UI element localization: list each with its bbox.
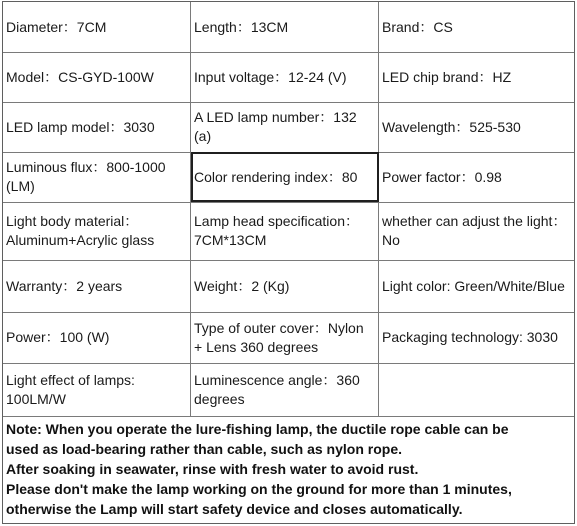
table-cell: Length：13CM (191, 2, 379, 52)
note-line: Please don't make the lamp working on the ground for more than 1 minutes, (6, 481, 512, 497)
table-cell: Model：CS-GYD-100W (3, 52, 191, 102)
table-cell: Wavelength：525-530 (382, 118, 521, 135)
table-cell: Light color: Green/White/Blue (382, 277, 565, 294)
table-cell: Lamp head specification：7CM*13CM (191, 202, 379, 260)
table-cell: Diameter：7CM (3, 2, 191, 52)
note-line: Note: When you operate the lure-fishing lamp, the ductile rope cable can be (6, 421, 509, 437)
note-line: used as load-bearing rather than cable, such as nylon rope. (6, 441, 402, 457)
table-cell: LED chip brand：HZ (382, 68, 512, 85)
table-row (3, 102, 574, 153)
table-cell: whether can adjust the light：No (382, 213, 567, 248)
table-cell: Luminescence angle：360 degrees (191, 363, 379, 416)
table-cell: Type of outer cover：Nylon + Lens 360 degrees (191, 312, 379, 363)
table-row (3, 260, 574, 313)
note-line: After soaking in seawater, rinse with fresh water to avoid rust. (6, 461, 419, 477)
table-row (3, 202, 574, 261)
table-row (3, 312, 574, 364)
table-row (3, 363, 574, 417)
spec-table (2, 1, 575, 524)
note-line: otherwise the Lamp will start safety device and closes automatically. (6, 501, 463, 517)
table-cell: Weight：2 (Kg) (191, 260, 379, 312)
table-cell: Brand：CS (382, 18, 453, 35)
table-cell: Light body material：Aluminum+Acrylic glass (3, 202, 191, 260)
table-cell: Input voltage：12-24 (V) (191, 52, 379, 102)
table-row (3, 2, 574, 53)
table-cell: Color rendering index：80 (191, 152, 379, 202)
table-cell: A LED lamp number：132 (a) (191, 102, 379, 152)
table-row (3, 152, 574, 203)
table-cell: Luminous flux：800-1000 (LM) (3, 152, 191, 202)
table-row (3, 52, 574, 103)
table-cell: LED lamp model：3030 (3, 102, 191, 152)
table-cell (379, 363, 574, 416)
table-cell: Power：100 (W) (3, 312, 191, 363)
usage-note (3, 416, 574, 523)
table-cell: Light effect of lamps: 100LM/W (3, 363, 191, 416)
table-cell: Power factor：0.98 (382, 168, 502, 185)
table-cell: Warranty：2 years (3, 260, 191, 312)
table-cell: Packaging technology: 3030 (382, 329, 558, 345)
